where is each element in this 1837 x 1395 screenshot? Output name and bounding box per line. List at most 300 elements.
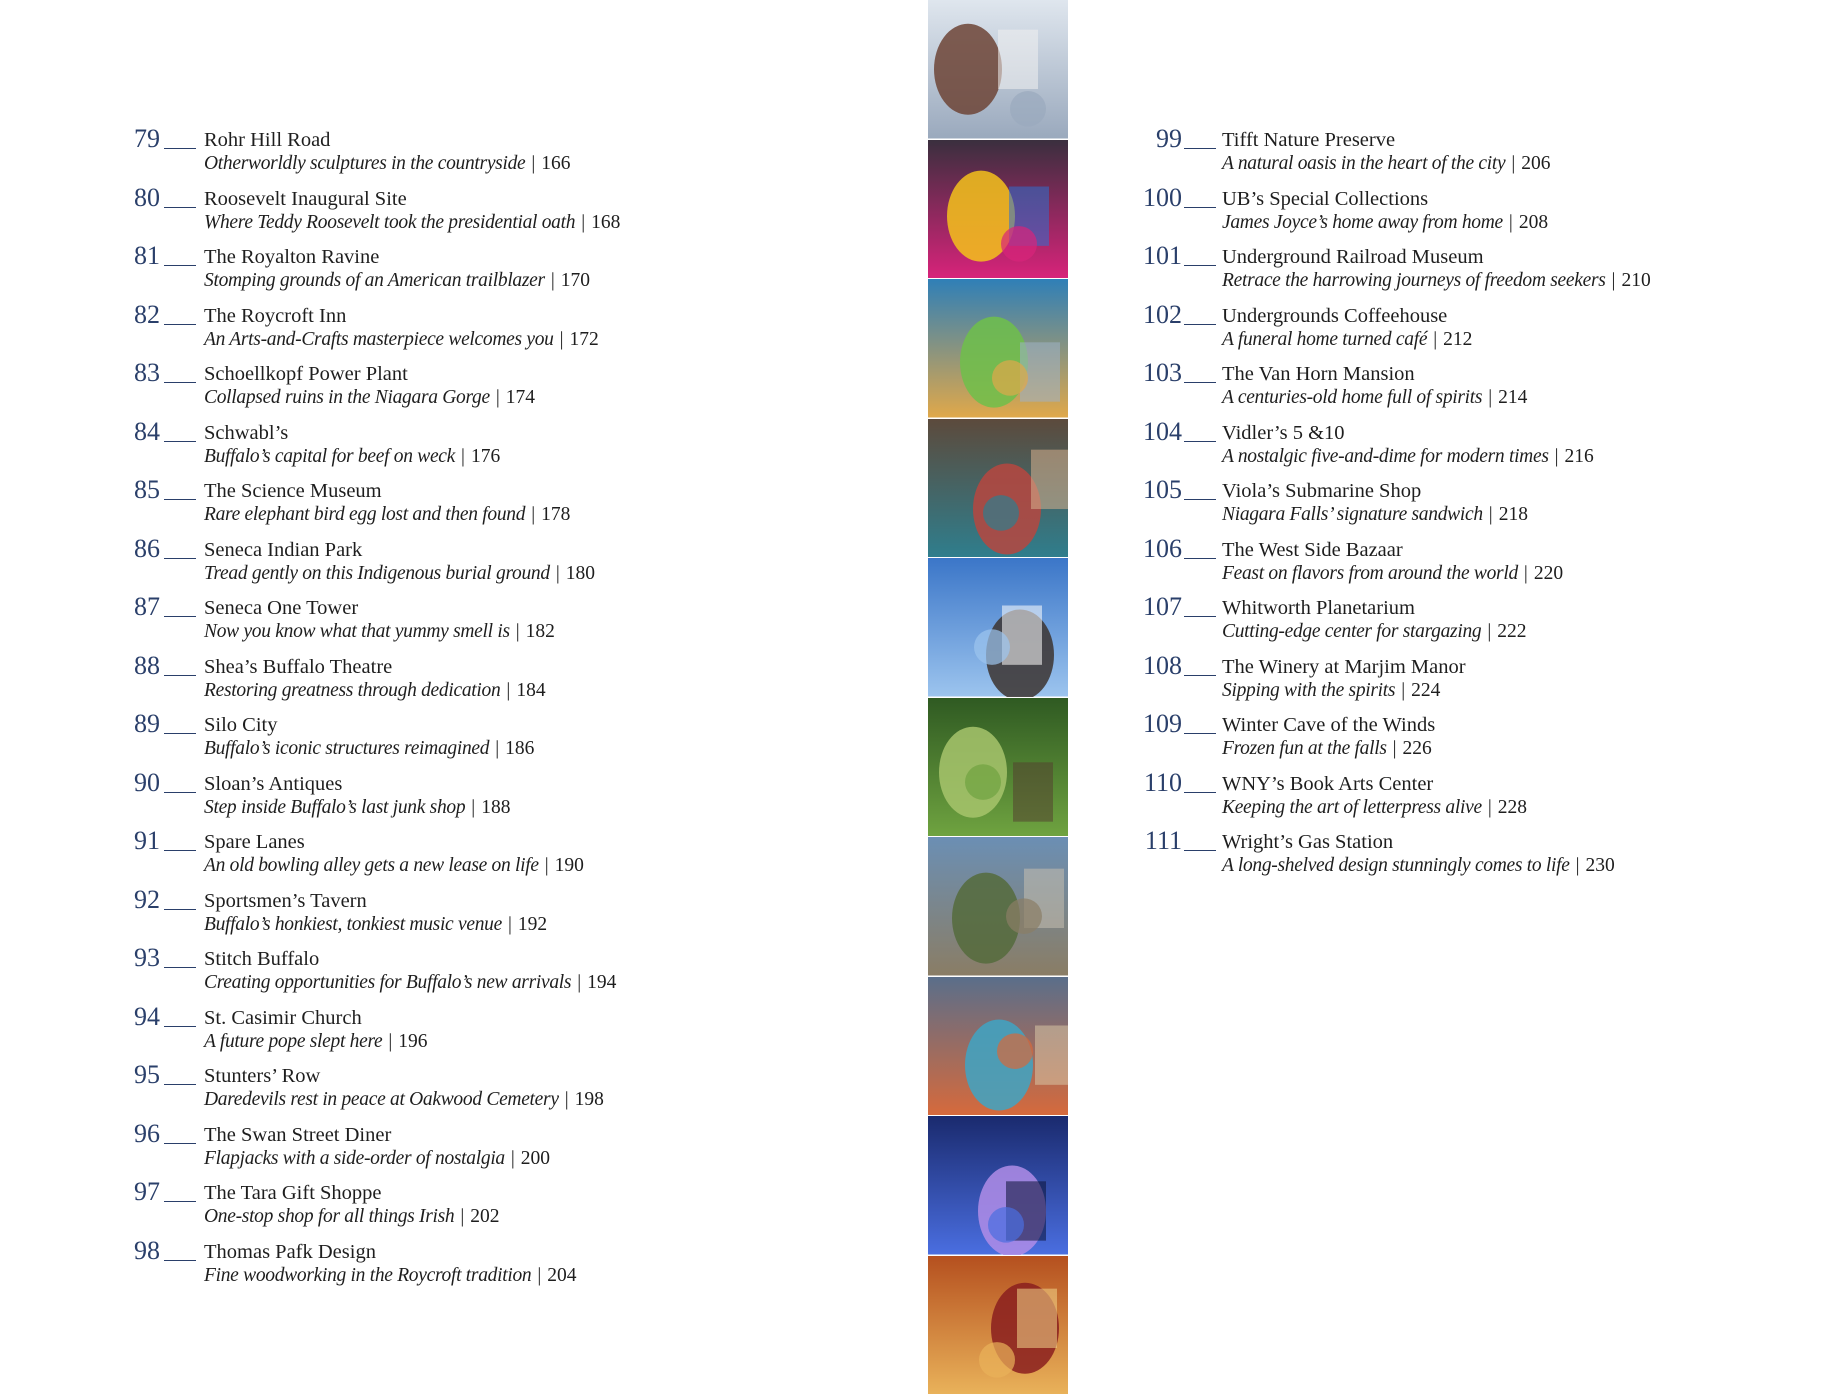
- entry-number: 98: [134, 1235, 160, 1265]
- entry-description: A funeral home turned café: [1222, 328, 1428, 350]
- entry-number: 97: [134, 1177, 160, 1206]
- entry-text: [204, 1006, 428, 1054]
- entry-title: The Tara Gift Shoppe: [204, 1182, 382, 1204]
- entry-page-number: 200: [520, 1147, 551, 1169]
- entry-separator: |: [1554, 445, 1559, 467]
- entry-subtitle: [204, 269, 590, 293]
- entry-number: 81: [134, 241, 160, 270]
- entry-leader-line: [1184, 792, 1216, 793]
- toc-column-right: [1140, 124, 1830, 889]
- entry-separator: |: [1487, 621, 1492, 642]
- entry-text: [204, 304, 599, 352]
- entry-separator: |: [461, 445, 465, 467]
- toc-entry: [134, 241, 894, 304]
- toc-entry: [134, 943, 894, 1006]
- photo-coffeehouse-mural: [928, 279, 1068, 419]
- entry-separator: |: [1575, 855, 1580, 876]
- entry-subtitle: [204, 445, 500, 469]
- entry-page-number: 168: [591, 211, 621, 233]
- photo-image: [928, 698, 1068, 837]
- entry-title: UB’s Special Collections: [1222, 187, 1429, 210]
- entry-text: [1222, 304, 1472, 352]
- entry-leader-line: [1184, 441, 1216, 442]
- entry-text: [204, 889, 547, 937]
- entry-subtitle: [204, 620, 555, 644]
- entry-text: [204, 1181, 500, 1229]
- entry-description: Creating opportunities for Buffalo’s new arrivals: [204, 972, 572, 993]
- entry-subtitle: [204, 971, 616, 995]
- entry-description: A centuries-old home full of spirits: [1222, 387, 1483, 408]
- photo-image: [928, 977, 1068, 1116]
- entry-page-number: 226: [1402, 738, 1432, 759]
- entry-subtitle: [204, 503, 570, 527]
- entry-text: [204, 655, 546, 703]
- entry-title: Underground Railroad Museum: [1222, 246, 1484, 268]
- entry-title: The Roycroft Inn: [204, 304, 347, 327]
- entry-title: The Swan Street Diner: [204, 1123, 392, 1146]
- entry-title: The Van Horn Mansion: [1222, 363, 1415, 385]
- entry-text: [1222, 713, 1435, 761]
- toc-entry: [134, 416, 894, 480]
- entry-subtitle: [1222, 152, 1551, 176]
- entry-text: [1222, 187, 1548, 235]
- entry-description: Sipping with the spirits: [1222, 679, 1396, 701]
- entry-subtitle: [1222, 620, 1527, 644]
- entry-page-number: 204: [547, 1264, 577, 1286]
- entry-description: Buffalo’s iconic structures reimagined: [204, 738, 490, 759]
- toc-entry: [134, 709, 894, 772]
- entry-title: Whitworth Planetarium: [1222, 597, 1415, 619]
- entry-subtitle: [204, 211, 620, 235]
- entry-description: Step inside Buffalo’s last junk shop: [204, 796, 466, 818]
- entry-separator: |: [544, 855, 549, 876]
- entry-number: 87: [134, 592, 160, 621]
- entry-number: 85: [134, 475, 160, 504]
- entry-description: Retrace the harrowing journeys of freedom seekers: [1222, 270, 1606, 291]
- entry-description: Now you know what that yummy smell is: [204, 621, 510, 642]
- entry-subtitle: [1222, 386, 1527, 410]
- entry-page-number: 198: [574, 1089, 604, 1110]
- entry-leader-line: [164, 1143, 196, 1144]
- entry-title: Spare Lanes: [204, 831, 305, 853]
- entry-number: 82: [134, 299, 160, 329]
- entry-description: Restoring greatness through dedication: [204, 679, 501, 701]
- entry-description: An Arts-and-Crafts masterpiece welcomes you: [204, 328, 554, 350]
- entry-title: Roosevelt Inaugural Site: [204, 187, 407, 210]
- entry-page-number: 190: [554, 855, 584, 876]
- entry-title: Seneca One Tower: [204, 597, 359, 619]
- entry-page-number: 224: [1411, 679, 1441, 701]
- entry-text: [204, 362, 535, 410]
- entry-number: 90: [134, 767, 160, 797]
- entry-separator: |: [577, 972, 582, 993]
- entry-leader-line: [164, 265, 196, 266]
- entry-separator: |: [388, 1030, 393, 1052]
- entry-title: Silo City: [204, 714, 278, 736]
- photo-image: [928, 1116, 1068, 1255]
- entry-number: 101: [1143, 241, 1182, 270]
- photo-image: [928, 0, 1068, 139]
- entry-page-number: 206: [1521, 153, 1551, 174]
- entry-page-number: 182: [525, 621, 555, 642]
- entry-text: [204, 479, 570, 527]
- entry-title: WNY’s Book Arts Center: [1222, 772, 1434, 795]
- entry-leader-line: [164, 1260, 196, 1261]
- toc-entry: [134, 1118, 894, 1182]
- entry-leader-line: [1184, 265, 1216, 266]
- entry-number: 111: [1144, 826, 1182, 855]
- photo-seneca-statue-sky: [928, 558, 1068, 698]
- entry-leader-line: [164, 441, 196, 442]
- entry-leader-line: [164, 1026, 196, 1027]
- entry-number: 110: [1143, 767, 1182, 797]
- entry-text: [1222, 245, 1651, 293]
- entry-leader-line: [164, 967, 196, 968]
- entry-number: 103: [1143, 358, 1182, 387]
- entry-title: The West Side Bazaar: [1222, 538, 1403, 561]
- entry-number: 88: [134, 650, 160, 680]
- entry-leader-line: [1184, 616, 1216, 617]
- entry-page-number: 230: [1585, 855, 1615, 876]
- entry-description: Otherworldly sculptures in the countryside: [204, 153, 526, 174]
- entry-leader-line: [1184, 850, 1216, 851]
- entry-leader-line: [1184, 499, 1216, 500]
- toc-entry: [134, 533, 894, 597]
- toc-entry: [134, 358, 894, 421]
- entry-subtitle: [204, 854, 584, 878]
- entry-separator: |: [1487, 796, 1492, 818]
- entry-separator: |: [555, 562, 560, 584]
- photo-stitch-buffalo-fabrics: [928, 977, 1068, 1117]
- entry-description: A future pope slept here: [204, 1030, 383, 1052]
- toc-entry: [1140, 592, 1830, 655]
- entry-separator: |: [1611, 270, 1616, 291]
- entry-separator: |: [471, 796, 476, 818]
- toc-entry: [134, 650, 894, 714]
- entry-description: Cutting-edge center for stargazing: [1222, 621, 1482, 642]
- toc-entry: [134, 592, 894, 655]
- entry-number: 94: [134, 1001, 160, 1031]
- entry-leader-line: [164, 499, 196, 500]
- entry-description: Fine woodworking in the Roycroft tradition: [204, 1264, 532, 1286]
- entry-number: 86: [134, 533, 160, 563]
- entry-number: 83: [134, 358, 160, 387]
- entry-text: [1222, 128, 1551, 176]
- entry-text: [1222, 479, 1528, 527]
- entry-separator: |: [1433, 328, 1438, 350]
- entry-page-number: 210: [1621, 270, 1651, 291]
- toc-entry: [1140, 241, 1830, 304]
- entry-leader-line: [164, 207, 196, 208]
- entry-page-number: 180: [565, 562, 595, 584]
- photo-image: [928, 140, 1068, 279]
- entry-separator: |: [507, 913, 512, 935]
- entry-title: Shea’s Buffalo Theatre: [204, 655, 393, 678]
- entry-page-number: 174: [505, 387, 536, 408]
- entry-separator: |: [510, 1147, 515, 1169]
- entry-number: 96: [134, 1118, 160, 1148]
- entry-separator: |: [1488, 387, 1493, 408]
- entry-subtitle: [204, 562, 595, 586]
- entry-subtitle: [204, 913, 547, 937]
- photo-winter-falls-visitors: [928, 0, 1068, 140]
- toc-entry: [1140, 416, 1830, 480]
- entry-text: [204, 830, 584, 878]
- entry-page-number: 192: [517, 913, 548, 935]
- entry-number: 91: [134, 826, 160, 855]
- entry-description: Buffalo’s capital for beef on weck: [204, 445, 456, 467]
- entry-description: Frozen fun at the falls: [1222, 738, 1387, 759]
- entry-description: A nostalgic five-and-dime for modern times: [1222, 445, 1549, 467]
- entry-description: Feast on flavors from around the world: [1222, 562, 1518, 584]
- entry-leader-line: [164, 675, 196, 676]
- entry-text: [204, 1064, 604, 1112]
- toc-entry: [1140, 358, 1830, 421]
- entry-number: 79: [134, 124, 160, 153]
- entry-number: 92: [134, 884, 160, 914]
- entry-leader-line: [164, 850, 196, 851]
- entry-number: 109: [1143, 709, 1182, 738]
- entry-subtitle: [204, 1030, 428, 1054]
- entry-separator: |: [564, 1089, 569, 1110]
- entry-separator: |: [531, 153, 536, 174]
- entry-subtitle: [1222, 796, 1527, 820]
- entry-subtitle: [1222, 503, 1528, 527]
- entry-leader-line: [1184, 558, 1216, 559]
- entry-number: 93: [134, 943, 160, 972]
- photo-image: [928, 419, 1068, 558]
- entry-subtitle: [1222, 211, 1548, 235]
- entry-separator: |: [531, 504, 536, 525]
- entry-separator: |: [495, 387, 500, 408]
- entry-leader-line: [164, 733, 196, 734]
- photo-strip: [928, 0, 1068, 1395]
- entry-text: [1222, 655, 1466, 703]
- entry-text: [204, 538, 595, 586]
- entry-text: [1222, 538, 1563, 586]
- entry-page-number: 220: [1533, 562, 1564, 584]
- entry-subtitle: [1222, 737, 1435, 761]
- entry-description: Where Teddy Roosevelt took the presidential oath: [204, 211, 576, 233]
- entry-leader-line: [164, 324, 196, 325]
- entry-number: 80: [134, 182, 160, 212]
- toc-entry: [1140, 533, 1830, 597]
- entry-description: An old bowling alley gets a new lease on life: [204, 855, 539, 876]
- toc-entry: [1140, 299, 1830, 363]
- entry-leader-line: [164, 558, 196, 559]
- entry-subtitle: [204, 737, 534, 761]
- toc-entry: [134, 767, 894, 831]
- toc-entry: [134, 299, 894, 363]
- entry-number: 102: [1143, 299, 1182, 329]
- entry-leader-line: [164, 1201, 196, 1202]
- entry-description: Stomping grounds of an American trailblazer: [204, 270, 545, 291]
- entry-separator: |: [1508, 211, 1513, 233]
- entry-subtitle: [204, 1264, 577, 1288]
- entry-text: [204, 1240, 577, 1288]
- entry-separator: |: [460, 1206, 465, 1227]
- entry-separator: |: [1392, 738, 1397, 759]
- toc-entry: [1140, 709, 1830, 772]
- photo-bowling-balls: [928, 140, 1068, 280]
- entry-title: Thomas Pafk Design: [204, 1240, 376, 1263]
- entry-page-number: 212: [1443, 328, 1473, 350]
- entry-leader-line: [1184, 382, 1216, 383]
- entry-page-number: 196: [398, 1030, 428, 1052]
- entry-title: Sportsmen’s Tavern: [204, 889, 367, 912]
- photo-sheas-theatre-interior: [928, 1256, 1068, 1395]
- entry-number: 108: [1143, 650, 1182, 680]
- entry-number: 100: [1143, 182, 1182, 212]
- entry-subtitle: [204, 1088, 604, 1112]
- entry-title: Undergrounds Coffeehouse: [1222, 304, 1448, 327]
- entry-leader-line: [164, 382, 196, 383]
- toc-entry: [1140, 182, 1830, 246]
- entry-title: The Winery at Marjim Manor: [1222, 655, 1466, 678]
- toc-entry: [134, 182, 894, 246]
- photo-image: [928, 1256, 1068, 1395]
- entry-separator: |: [550, 270, 555, 291]
- entry-leader-line: [1184, 324, 1216, 325]
- entry-number: 105: [1143, 475, 1182, 504]
- entry-subtitle: [1222, 679, 1466, 703]
- entry-page-number: 188: [481, 796, 511, 818]
- entry-subtitle: [204, 328, 599, 352]
- entry-page-number: 178: [541, 504, 571, 525]
- entry-number: 84: [134, 416, 160, 446]
- toc-entry: [134, 1001, 894, 1065]
- entry-description: Flapjacks with a side-order of nostalgia: [204, 1147, 505, 1169]
- entry-text: [1222, 421, 1594, 469]
- entry-leader-line: [164, 616, 196, 617]
- entry-number: 106: [1143, 533, 1182, 563]
- entry-subtitle: [1222, 269, 1651, 293]
- entry-page-number: 184: [516, 679, 546, 701]
- entry-separator: |: [515, 621, 520, 642]
- entry-description: Rare elephant bird egg lost and then found: [204, 504, 526, 525]
- entry-separator: |: [537, 1264, 542, 1286]
- toc-entry: [1140, 650, 1830, 714]
- entry-title: Wright’s Gas Station: [1222, 831, 1394, 853]
- entry-page-number: 214: [1498, 387, 1528, 408]
- entry-subtitle: [1222, 854, 1615, 878]
- entry-description: Buffalo’s honkiest, tonkiest music venue: [204, 913, 502, 935]
- entry-subtitle: [1222, 445, 1594, 469]
- entry-subtitle: [204, 386, 535, 410]
- toc-entry: [1140, 124, 1830, 187]
- toc-entry: [134, 1235, 894, 1299]
- entry-title: Viola’s Submarine Shop: [1222, 480, 1422, 502]
- entry-subtitle: [1222, 328, 1472, 352]
- entry-title: St. Casimir Church: [204, 1006, 362, 1029]
- entry-text: [204, 187, 620, 235]
- toc-entry: [134, 124, 894, 187]
- entry-page-number: 218: [1498, 504, 1528, 525]
- entry-leader-line: [164, 1084, 196, 1085]
- entry-separator: |: [559, 328, 564, 350]
- toc-entry: [1140, 475, 1830, 538]
- entry-text: [204, 713, 534, 761]
- entry-page-number: 222: [1497, 621, 1527, 642]
- entry-leader-line: [164, 909, 196, 910]
- entry-title: The Royalton Ravine: [204, 246, 380, 268]
- entry-text: [1222, 772, 1527, 820]
- photo-planetarium-projector: [928, 1116, 1068, 1256]
- entry-page-number: 208: [1518, 211, 1549, 233]
- entry-page-number: 172: [569, 328, 599, 350]
- entry-title: Schoellkopf Power Plant: [204, 363, 408, 385]
- toc-entry: [134, 475, 894, 538]
- entry-separator: |: [506, 679, 511, 701]
- entry-number: 89: [134, 709, 160, 738]
- entry-leader-line: [1184, 207, 1216, 208]
- photo-image: [928, 558, 1068, 697]
- entry-text: [1222, 830, 1615, 878]
- entry-page-number: 186: [505, 738, 535, 759]
- toc-entry: [134, 884, 894, 948]
- entry-leader-line: [164, 792, 196, 793]
- entry-separator: |: [1401, 679, 1406, 701]
- entry-separator: |: [1523, 562, 1528, 584]
- entry-text: [204, 1123, 550, 1171]
- entry-title: Winter Cave of the Winds: [1222, 714, 1436, 736]
- entry-title: Rohr Hill Road: [204, 129, 331, 151]
- entry-description: James Joyce’s home away from home: [1222, 211, 1503, 233]
- entry-description: One-stop shop for all things Irish: [204, 1206, 455, 1227]
- entry-description: A long-shelved design stunningly comes to life: [1222, 855, 1570, 876]
- entry-separator: |: [495, 738, 500, 759]
- entry-subtitle: [204, 796, 510, 820]
- entry-separator: |: [1488, 504, 1493, 525]
- entry-page-number: 228: [1497, 796, 1527, 818]
- photo-image: [928, 837, 1068, 976]
- entry-leader-line: [1184, 148, 1216, 149]
- entry-number: 107: [1143, 592, 1182, 621]
- entry-text: [204, 596, 555, 644]
- entry-text: [204, 245, 590, 293]
- entry-description: A natural oasis in the heart of the city: [1222, 153, 1506, 174]
- entry-subtitle: [1222, 562, 1563, 586]
- entry-page-number: 216: [1564, 445, 1594, 467]
- entry-text: [204, 128, 571, 176]
- entry-text: [204, 772, 510, 820]
- entry-page-number: 176: [470, 445, 501, 467]
- toc-column-left: [134, 124, 894, 1298]
- entry-text: [1222, 596, 1527, 644]
- entry-description: Collapsed ruins in the Niagara Gorge: [204, 387, 490, 408]
- toc-entry: [1140, 826, 1830, 889]
- entry-title: Seneca Indian Park: [204, 538, 363, 561]
- photo-royalton-ravine-forest: [928, 698, 1068, 838]
- entry-title: Vidler’s 5 &10: [1222, 421, 1345, 444]
- toc-entry: [1140, 767, 1830, 831]
- toc-entry: [134, 826, 894, 889]
- entry-subtitle: [204, 1205, 500, 1229]
- entry-subtitle: [204, 152, 571, 176]
- entry-leader-line: [164, 148, 196, 149]
- entry-subtitle: [204, 679, 546, 703]
- entry-title: Schwabl’s: [204, 421, 289, 444]
- entry-page-number: 202: [470, 1206, 500, 1227]
- toc-entry: [134, 1177, 894, 1240]
- entry-separator: |: [581, 211, 586, 233]
- entry-title: The Science Museum: [204, 480, 382, 502]
- entry-subtitle: [204, 1147, 550, 1171]
- entry-title: Sloan’s Antiques: [204, 772, 343, 795]
- entry-page-number: 170: [560, 270, 590, 291]
- entry-page-number: 194: [587, 972, 617, 993]
- entry-description: Niagara Falls’ signature sandwich: [1222, 504, 1483, 525]
